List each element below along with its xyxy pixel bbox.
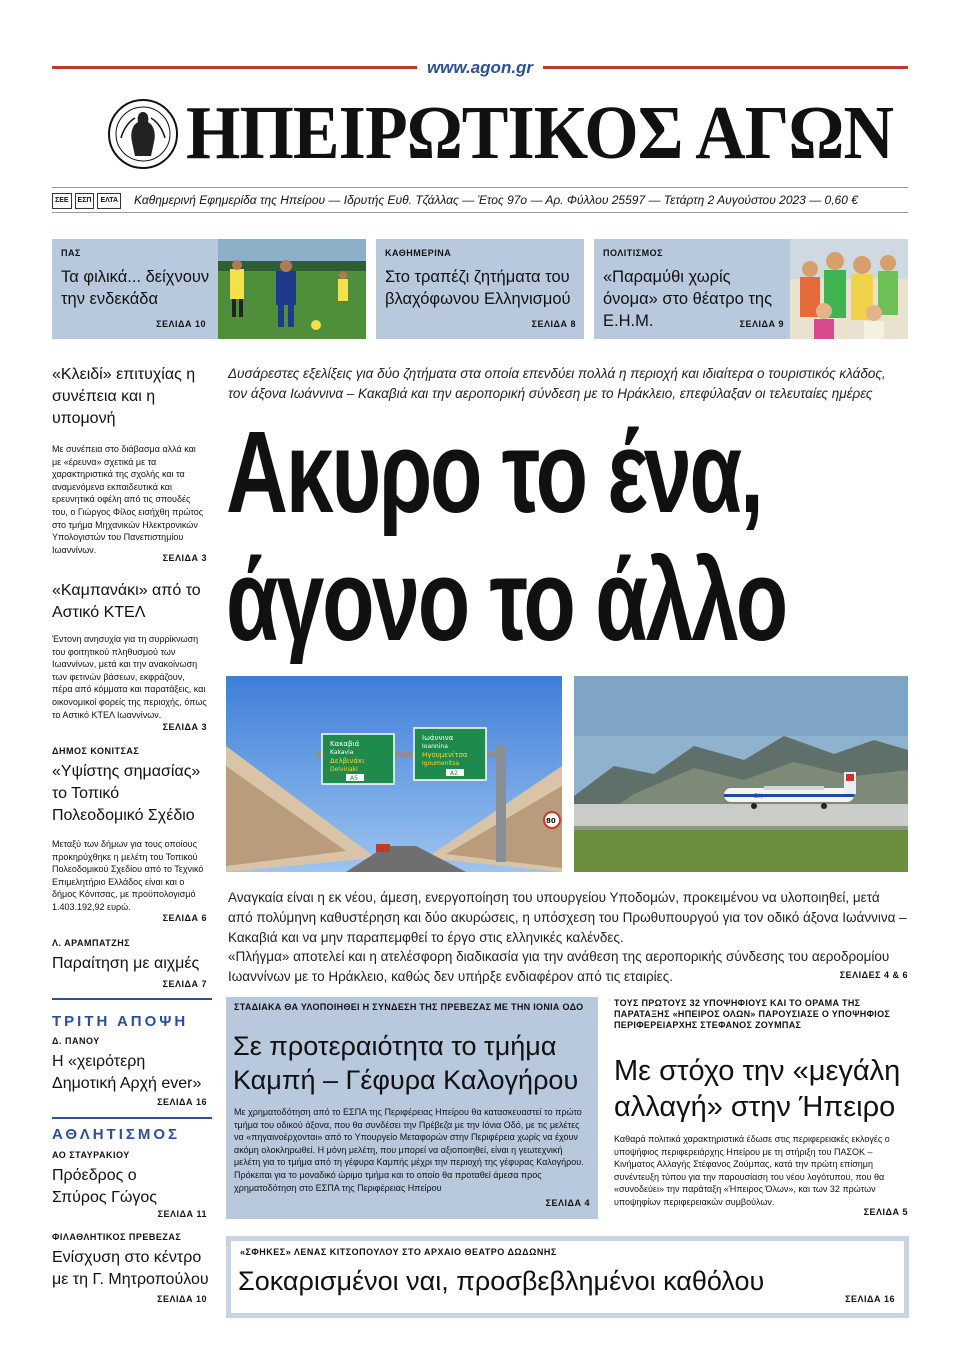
paper-title: ΗΠΕΙΡΩΤΙΚΟΣ ΑΓΩΝ [186, 91, 894, 175]
site-url-text[interactable]: www.agon.gr [417, 58, 543, 77]
airport-photo [574, 676, 908, 872]
lead-intro: Δυσάρεστες εξελίξεις για δύο ζητήματα στα οποία επενδύει πολλά η περιοχή και ιδιαίτερα ο τουριστικός κλάδος, τον άξονα Ιωάννινα – Κακαβιά και την αεροπορική σύνδεση με το Ηράκλειο, επεφύλαξαν οι τελευταίες ημέρες [228, 366, 886, 401]
sign-right-line-4: Igoumenitsa [422, 760, 460, 767]
sign-right-line-1: Ιωάννινα [422, 734, 454, 742]
teaser-kicker: ΠΟΛΙΤΙΣΜΟΣ [603, 248, 664, 258]
story-sfikes-headline[interactable]: Σοκαρισμένοι ναι, προσβεβλημένοι καθόλου [238, 1266, 765, 1296]
airplane-livery-text: ΕΛ [754, 793, 762, 800]
lead-headline-line-1[interactable]: Ακυρο το ένα, [226, 407, 762, 537]
sign-left-line-2: Kakavia [330, 749, 354, 756]
story-sfikes-kicker: «ΣΦΗΚΕΣ» ΛΕΝΑΣ ΚΙΤΣΟΠΟΥΛΟΥ ΣΤΟ ΑΡΧΑΙΟ ΘΕΑΤΡΟ ΔΩΔΩΝΗΣ [240, 1247, 557, 1257]
story-preveza-body: Με χρηματοδότηση από το ΕΣΠΑ της Περιφέρειας Ηπείρου θα κατασκευαστεί το πρώτο τμήμα του οδικού άξονα, που θα συνδέσει την Πρέβεζα με την Ιόνια Οδό, με τις μελέτες να «πηγαινοέρχονται» από το Υπουργείο Μεταφορών στην Περιφέρεια χωρίς να έχουν ακόμη ολοκληρωθεί. Η μόνη μελέτη, που μπορεί να αξιοποιηθεί, είναι η γεωτεχνική μελέτη για το τμήμα από τη γέφυρα Καμπής μέχρι την περιοχή της γέφυρας Καλογήρου. Πρόκειται για το μοναδικό ώριμο τμήμα και το οποίο θα προταθεί άμεσα προς χρηματοδότηση στο ΕΣΠΑ της Περιφέρειας Ηπείρου [234, 1107, 584, 1193]
teaser-pas[interactable] [52, 239, 366, 339]
opinion-section-label: ΤΡΙΤΗ ΑΠΟΨΗ [52, 1013, 189, 1030]
sign-left-line-4: Delvinaki [330, 766, 358, 773]
sports-page-2: ΣΕΛΙΔΑ 10 [157, 1294, 207, 1304]
left-story-3-body: Μεταξύ των δήμων για τους οποίους προκηρύχθηκε η μελέτη του Τοπικού Πολεοδομικού Σχεδίου από το Τεχνικό Επιμελητήριο Ελλάδος είναι και ο δήμος Κόνιτσας, με προϋπολογισμό 1.403.192,92 ευρώ. [52, 839, 204, 912]
teaser-kicker: ΚΑΘΗΜΕΡΙΝΑ [385, 248, 452, 258]
sports-kicker-1: ΑΟ ΣΤΑΥΡΑΚΙΟΥ [52, 1150, 130, 1160]
teaser-page: ΣΕΛΙΔΑ 9 [739, 319, 784, 329]
football-training-photo [218, 239, 366, 339]
left-story-1-headline[interactable]: «Κλειδί» επιτυχίας η συνέπεια και η υπομονή [52, 366, 196, 427]
story-zoumpas-headline-wrap[interactable] [614, 1053, 910, 1125]
left-story-1-page: ΣΕΛΙΔΑ 3 [162, 553, 207, 563]
story-sfikes[interactable] [226, 1236, 909, 1318]
story-zoumpas[interactable] [614, 998, 908, 1031]
sports-headline-1[interactable]: Πρόεδρος ο Σπύρος Γώγος [52, 1167, 157, 1206]
left-story-3-page: ΣΕΛΙΔΑ 6 [162, 913, 207, 923]
masthead-info-line: Καθημερινή Εφημερίδα της Ηπείρου — Ιδρυτής Ευθ. Τζάλλας — Έτος 97ο — Αρ. Φύλλου 25597 — Τετάρτη 2 Αυγούστου 2023 — 0,60 € [134, 193, 858, 207]
teaser-headline[interactable]: «Παραμύθι χωρίς όνομα» στο θέατρο της Ε.Η.Μ. [603, 268, 773, 330]
left-story-2-headline[interactable]: «Καμπανάκι» από το Αστικό ΚΤΕΛ [52, 582, 201, 621]
teaser-page: ΣΕΛΙΔΑ 10 [156, 319, 206, 329]
teaser-politismos[interactable] [594, 239, 908, 339]
newspaper-seal-logo [107, 98, 179, 170]
left-story-4-page: ΣΕΛΙΔΑ 7 [162, 979, 207, 989]
lead-body-paragraph-2: «Πλήγμα» αποτελεί και η ατελέσφορη διαδικασία για την ανάθεση της αεροπορικής σύνδεσης του αεροδρομίου Ιωαννίνων με το Ηράκλειο, καθώς δεν υπήρξε ενδιαφέρον από τις εταιρίες. [228, 949, 890, 985]
opinion-page: ΣΕΛΙΔΑ 16 [157, 1097, 207, 1107]
story-preveza-headline[interactable]: Σε προτεραιότητα το τμήμα Καμπή – Γέφυρα Καλογήρου [233, 1031, 579, 1095]
left-story-2-page: ΣΕΛΙΔΑ 3 [162, 722, 207, 732]
story-zoumpas-kicker: ΤΟΥΣ ΠΡΩΤΟΥΣ 32 ΥΠΟΨΗΦΙΟΥΣ ΚΑΙ ΤΟ ΟΡΑΜΑ ΤΗΣ ΠΑΡΑΤΑΞΗΣ «ΗΠΕΙΡΟΣ ΟΛΩΝ» ΠΑΡΟΥΣΙΑΣΕ Ο ΥΠΟΨΗΦΙΟΣ ΠΕΡΙΦΕΡΕΙΑΡΧΗΣ ΣΤΕΦΑΝΟΣ ΖΟΥΜΠΑΣ [614, 998, 891, 1030]
badge-elta: ΕΛΤΑ [97, 193, 121, 209]
lead-body-paragraph-1: Αναγκαία είναι η εκ νέου, άμεση, ενεργοποίηση του υπουργείου Υποδομών, προκειμένου να υλοποιηθεί, μετά από πολύμηνη καθυστέρηση και δύο ακυρώσεις, η υπόσχεση του Πρωθυπουργού για τον οδικό άξονα Ιωάννινα – Κακαβιά και να μην παραπεμφθεί το έργο στις ελληνικές καλένδες. [228, 890, 907, 945]
left-story-4-headline[interactable]: Παραίτηση με αιχμές [52, 955, 200, 972]
opinion-headline[interactable]: Η «χειρότερη Δημοτική Αρχή ever» [52, 1053, 202, 1092]
sign-right-line-2: Ioannina [422, 743, 448, 750]
story-zoumpas-body: Καθαρά πολιτικά χαρακτηριστικά έδωσε στις περιφερειακές εκλογές ο υποψήφιος περιφερειάρχης Ηπείρου με τη στήριξη του ΠΑΣΟΚ – Κινήματος Αλλαγής Στέφανος Ζούμπας, κατά την πρώτη επίσημη συνέντευξη τύπου για την παρουσίαση του νέου λογότυπου, που θα «συνοδεύει» την παράταξη «Ήπειρος Όλων», και των 32 πρώτων υποψηφίων περιφερειακών συμβούλων. [614, 1134, 890, 1207]
highway-photo [226, 676, 562, 872]
sign-right-route: A2 [450, 770, 458, 777]
sports-rule [52, 1117, 212, 1119]
sign-left-route: A5 [350, 775, 358, 782]
sign-left-line-1: Κακαβιά [330, 740, 360, 748]
story-zoumpas-body-wrap [614, 1133, 908, 1209]
story-sfikes-page: ΣΕΛΙΔΑ 16 [845, 1294, 895, 1304]
lead-headline-line-2[interactable]: άγονο το άλλο [226, 535, 786, 665]
opinion-rule [52, 998, 212, 1000]
teaser-headline[interactable]: Στο τραπέζι ζητήματα του βλαχόφωνου Ελληνισμού [385, 268, 571, 308]
sports-page-1: ΣΕΛΙΔΑ 11 [157, 1209, 207, 1219]
teaser-kathimerina[interactable] [376, 239, 584, 339]
theater-cast-photo [790, 239, 908, 339]
speed-sign-text: 80 [546, 817, 556, 825]
opinion-kicker: Δ. ΠΑΝΟΥ [52, 1036, 100, 1046]
sign-left-line-3: Δελβινάκι [330, 757, 365, 765]
lead-headline[interactable] [226, 407, 786, 665]
story-preveza-page: ΣΕΛΙΔΑ 4 [545, 1198, 590, 1208]
sign-right-line-3: Ηγουμενίτσα [422, 751, 468, 759]
left-story-1-body: Με συνέπεια στο διάβασμα αλλά και με «έρευνα» σχετικά με τα χαρακτηριστικά της σχολής και τα αναμενόμενα εκπαιδευτικά και ερευνητικά οφέλη από τις σπουδές του, ο Γιώργος Φίλος εισήχθη πρώτος στο τμήμα Μηχανικών Ηλεκτρονικών Υπολογιστών του Πανεπιστημίου Ιωαννίνων. [52, 444, 204, 555]
left-story-3-headline[interactable]: «Υψίστης σημασίας» το Τοπικό Πολεοδομικό Σχέδιο [52, 763, 201, 824]
teaser-headline[interactable]: Τα φιλικά... δείχνουν την ενδεκάδα [61, 268, 210, 308]
lead-page: ΣΕΛΙΔΕΣ 4 & 6 [839, 970, 908, 980]
badge-esp: ΕΣΠ [75, 193, 95, 209]
sports-kicker-2: ΦΙΛΑΘΛΗΤΙΚΟΣ ΠΡΕΒΕΖΑΣ [52, 1232, 182, 1242]
masthead-rule-bottom [52, 212, 908, 213]
badge-see: ΣΕΕ [52, 193, 72, 209]
story-zoumpas-headline[interactable]: Με στόχο την «μεγάλη αλλαγή» στην Ήπειρο [614, 1055, 901, 1123]
teaser-kicker: ΠΑΣ [61, 248, 81, 258]
story-zoumpas-page: ΣΕΛΙΔΑ 5 [863, 1207, 908, 1217]
masthead-rule-top [52, 187, 908, 188]
story-preveza[interactable] [226, 997, 598, 1219]
left-story-2-body: Έντονη ανησυχία για τη συρρίκνωση του φοιτητικού πληθυσμού των Ιωαννίνων, μετά και την ανακοίνωση των φετινών βάσεων, εκφράζουν, πέρα από κόμματα και παρατάξεις, και οικονομικοί φορείς της περιοχής, όπως το Αστικό ΚΤΕΛ Ιωαννίνων. [52, 634, 207, 720]
left-story-3-kicker: ΔΗΜΟΣ ΚΟΝΙΤΣΑΣ [52, 746, 140, 756]
membership-badges [52, 193, 121, 211]
teaser-page: ΣΕΛΙΔΑ 8 [531, 319, 576, 329]
sports-section-label: ΑΘΛΗΤΙΣΜΟΣ [52, 1126, 181, 1143]
story-preveza-kicker: ΣΤΑΔΙΑΚΑ ΘΑ ΥΛΟΠΟΙΗΘΕΙ Η ΣΥΝΔΕΣΗ ΤΗΣ ΠΡΕΒΕΖΑΣ ΜΕ ΤΗΝ ΙΟΝΙΑ ΟΔΟ [234, 1002, 584, 1012]
sports-headline-2[interactable]: Ενίσχυση στο κέντρο με τη Γ. Μητροπούλου [52, 1249, 209, 1288]
site-url[interactable] [0, 58, 960, 78]
left-story-4-kicker: Λ. ΑΡΑΜΠΑΤΖΗΣ [52, 938, 131, 948]
